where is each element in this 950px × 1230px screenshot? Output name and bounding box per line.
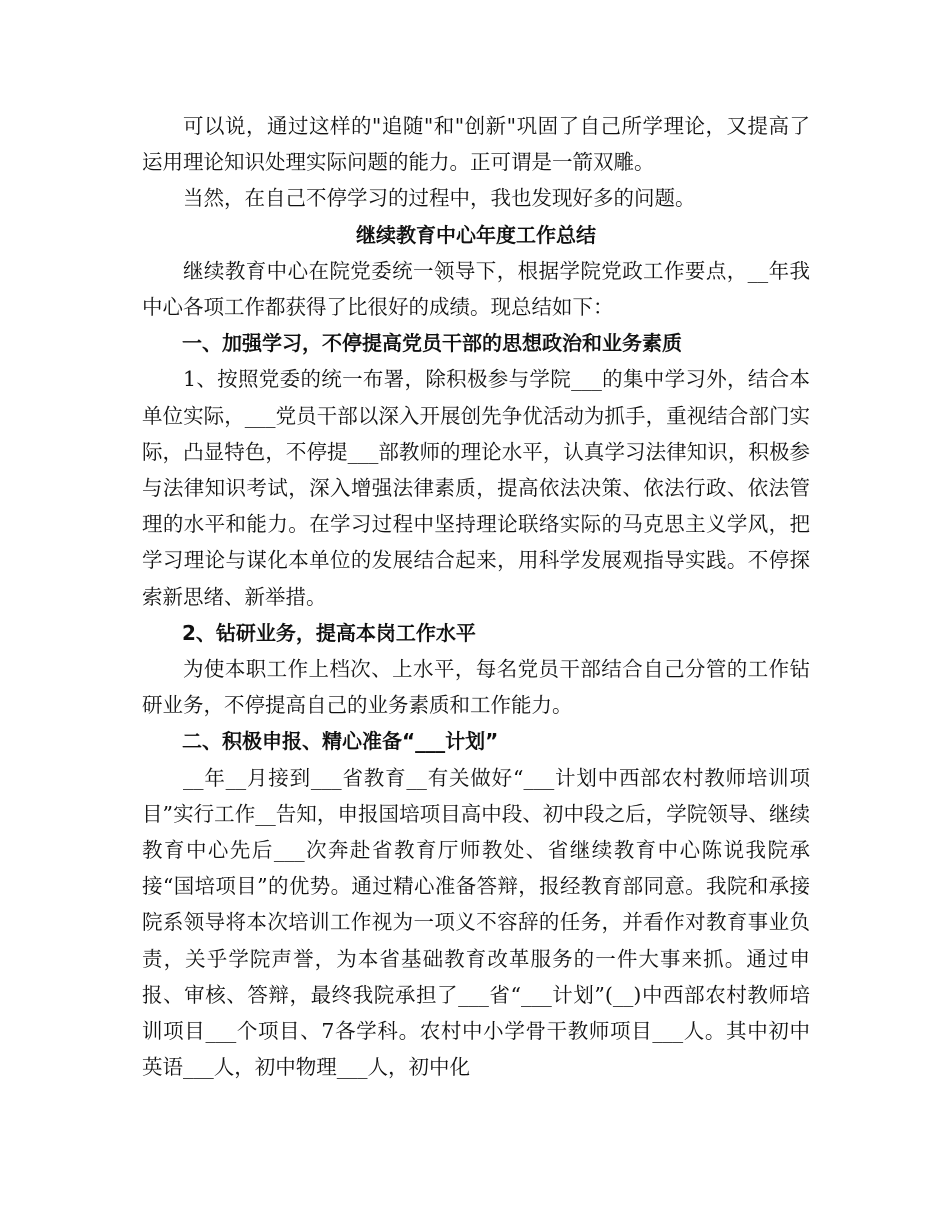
- paragraph-plan: __年__月接到___省教育__有关做好“___计划中西部农村教师培训项目”实行工作__告知，申报国培项目高中段、初中段之后，学院领导、继续教育中心先后___次奔赴省教育厅师教处、省继续教育中心陈说我院承接“国培项目”的优势。通过精心准备答辩，报经教育部同意。我院和承接院系领导将本次培训工作视为一项义不容辞的任务，并看作对教育事业负责，关乎学院声誉，为本省基础教育改革服务的一件大事来抓。通过申报、审核、答辩，最终我院承担了___省“___计划”(__)中西部农村教师培训项目___个项目、7各学科。农村中小学骨干教师项目___人。其中初中英语___人，初中物理___人，初中化: [142, 765, 810, 1080]
- section-heading-2: 二、积极申报、精心准备“___计划”: [182, 729, 499, 754]
- section-heading-1: 一、加强学习，不停提高党员干部的思想政治和业务素质: [182, 331, 682, 356]
- paragraph-intro: 继续教育中心在院党委统一领导下，根据学院党政工作要点，__年我中心各项工作都获得了比很好的成绩。现总结如下：: [142, 258, 810, 320]
- paragraph-conclusion: 可以说，通过这样的"追随"和"创新"巩固了自己所学理论，又提高了运用理论知识处理实际问题的能力。正可谓是一箭双雕。: [142, 114, 810, 175]
- subsection-heading-2: 2、钻研业务，提高本岗工作水平: [182, 620, 476, 645]
- paragraph-business: 为使本职工作上档次、上水平，每名党员干部结合自己分管的工作钻研业务，不停提高自己的业务素质和工作能力。: [142, 657, 810, 718]
- paragraph-problems: 当然，在自己不停学习的过程中，我也发现好多的问题。: [183, 186, 696, 211]
- paragraph-study: 1、按照党委的统一布署，除积极参与学院___的集中学习外，结合本单位实际，___党员干部以深入开展创先争优活动为抓手，重视结合部门实际，凸显特色，不停提___部教师的理论水平，认真学习法律知识，积极参与法律知识考试，深入增强法律素质，提高依法决策、依法行政、依法管理的水平和能力。在学习过程中坚持理论联络实际的马克思主义学风，把学习理论与谋化本单位的发展结合起来，用科学发展观指导实践。不停探索新思绪、新举措。: [142, 367, 810, 609]
- document-page: [142, 108, 810, 1085]
- document-title: 继续教育中心年度工作总结: [356, 222, 596, 247]
